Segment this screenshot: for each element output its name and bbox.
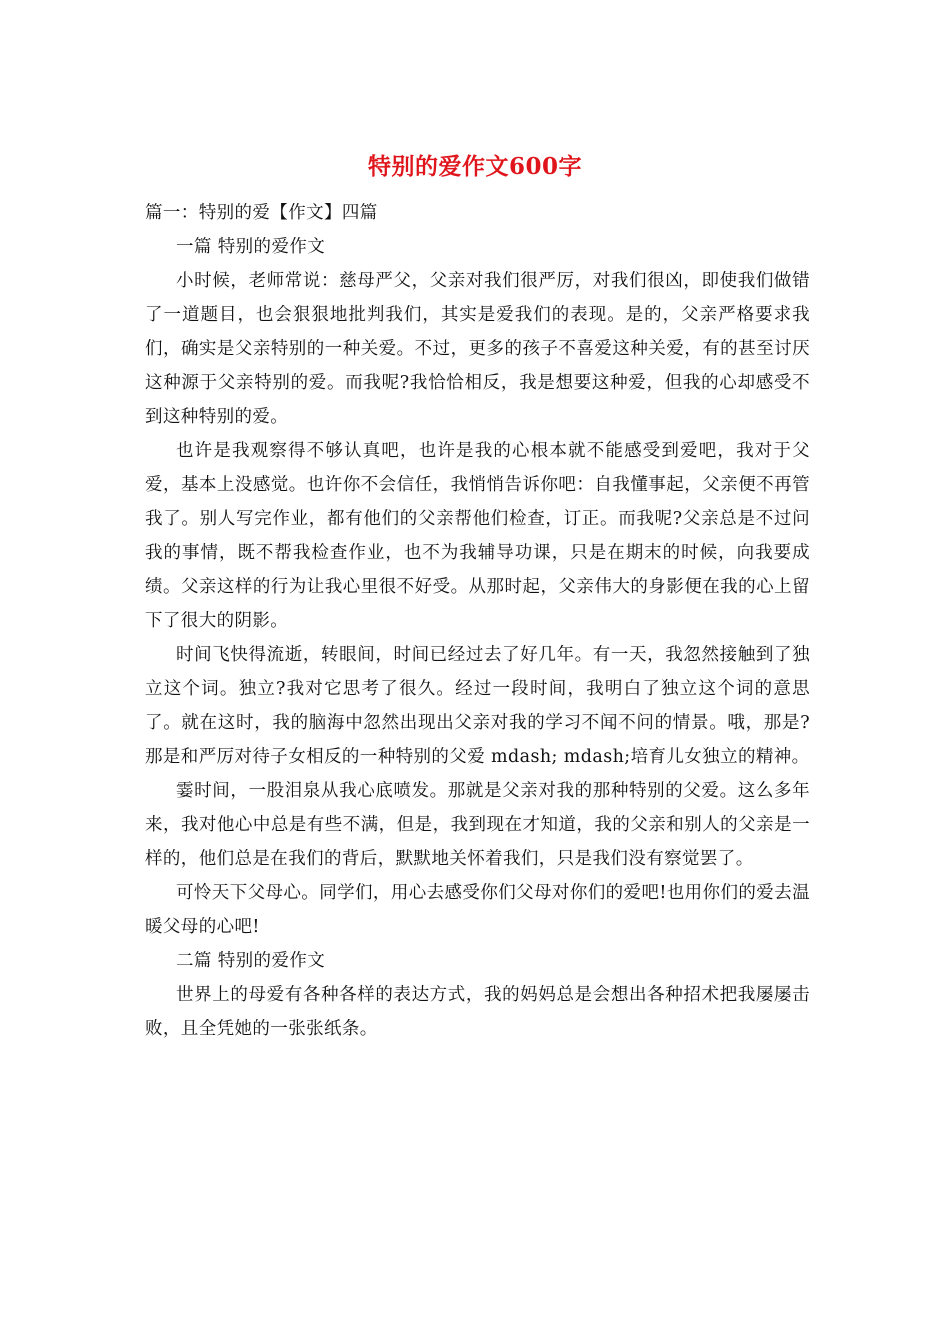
sub-heading: 二篇 特别的爱作文 <box>176 951 326 971</box>
paragraph: 小时候，老师常说：慈母严父，父亲对我们很严厉，对我们很凶，即使我们做错了一道题目，也会狠狠地批判我们，其实是爱我们的表现。是的，父亲严格要求我们，确实是父亲特别的一种关爱。不过，更多的孩子不喜爱这种关爱，有的甚至讨厌这种源于父亲特别的爱。而我呢?我恰恰相反，我是想要这种爱，但我的心却感受不到这种特别的爱。 <box>145 271 810 427</box>
paragraph: 霎时间，一股泪泉从我心底喷发。那就是父亲对我的那种特别的父爱。这么多年来，我对他心中总是有些不满，但是，我到现在才知道，我的父亲和别人的父亲是一样的，他们总是在我们的背后，默默地关怀着我们，只是我们没有察觉罢了。 <box>145 781 810 869</box>
document-body <box>145 196 810 1046</box>
paragraph: 可怜天下父母心。同学们，用心去感受你们父母对你们的爱吧!也用你们的爱去温暖父母的心吧! <box>145 883 810 937</box>
sub-heading: 一篇 特别的爱作文 <box>176 237 326 257</box>
paragraph: 时间飞快得流逝，转眼间，时间已经过去了好几年。有一天，我忽然接触到了独立这个词。独立?我对它思考了很久。经过一段时间，我明白了独立这个词的意思了。就在这时，我的脑海中忽然出现出父亲对我的学习不闻不问的情景。哦，那是?那是和严厉对待子女相反的一种特别的父爱 mdash; mdash;培育儿女独立的精神。 <box>145 645 810 767</box>
document-title: 特别的爱作文600字 <box>367 153 582 180</box>
section-heading: 篇一：特别的爱【作文】四篇 <box>145 203 378 223</box>
paragraph: 也许是我观察得不够认真吧，也许是我的心根本就不能感受到爱吧，我对于父爱，基本上没感觉。也许你不会信任，我悄悄告诉你吧：自我懂事起，父亲便不再管我了。别人写完作业，都有他们的父亲帮他们检查，订正。而我呢?父亲总是不过问我的事情，既不帮我检查作业，也不为我辅导功课，只是在期末的时候，向我要成绩。父亲这样的行为让我心里很不好受。从那时起，父亲伟大的身影便在我的心上留下了很大的阴影。 <box>145 441 810 631</box>
paragraph: 世界上的母爱有各种各样的表达方式，我的妈妈总是会想出各种招术把我屡屡击败，且全凭她的一张张纸条。 <box>145 985 810 1039</box>
